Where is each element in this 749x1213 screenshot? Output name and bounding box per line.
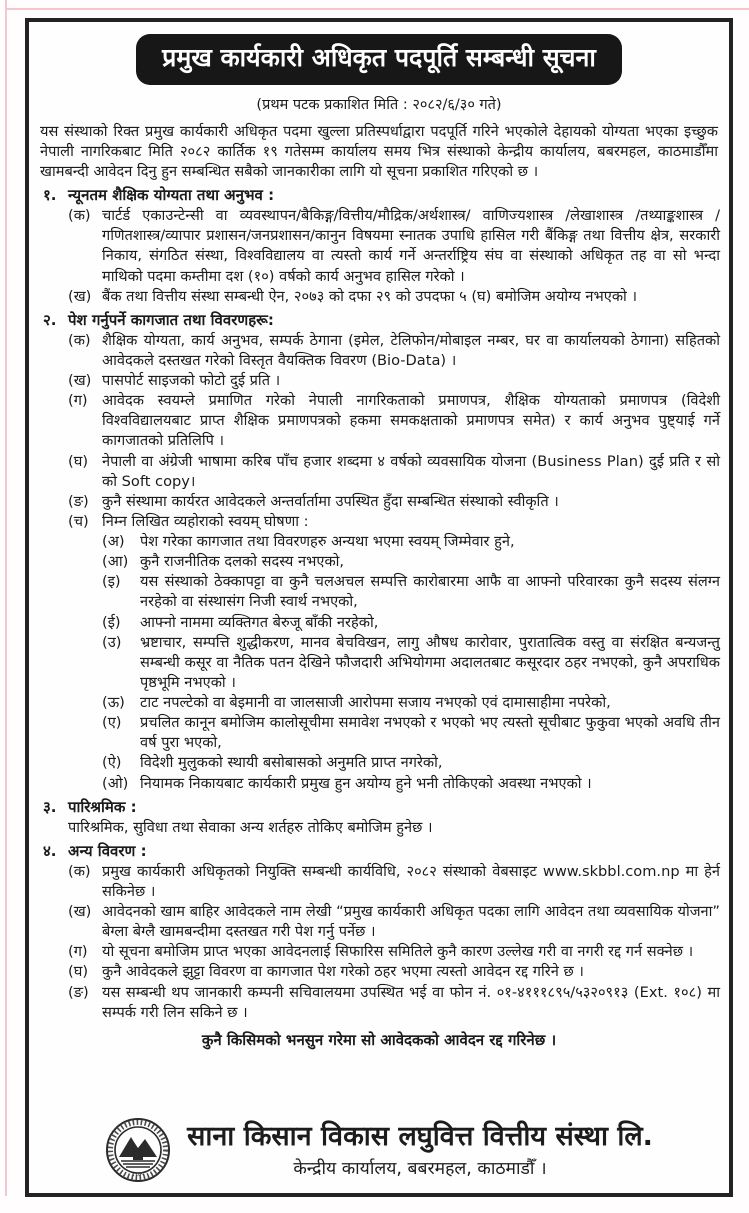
subitem-label: (इ): [102, 573, 121, 591]
list-item: [68, 371, 720, 391]
sections-container: [38, 185, 720, 1023]
section-heading: न्यूनतम शैक्षिक योग्यता तथा अनुभव :: [68, 186, 275, 205]
subitem-text: कुनै राजनीतिक दलको सदस्य नभएको,: [140, 553, 345, 571]
item-text: यस सम्बन्धी थप जानकारी कम्पनी सचिवालयमा उपस्थित भई वा फोन नं. ०१-४१११८९५/५३२०९१३ (Ext. १०८) मा सम्पर्क गरी लिन सकिने छ ।: [102, 983, 720, 1021]
section-heading-row: [38, 185, 720, 206]
item-label: (क): [68, 331, 91, 349]
sub-list-item: [102, 713, 720, 753]
footer: [43, 1117, 715, 1183]
section: [38, 841, 720, 1023]
section: [38, 797, 720, 838]
subitem-label: (ई): [102, 613, 121, 631]
item-label: (ख): [68, 372, 92, 389]
item-label: (ङ): [68, 492, 89, 510]
section-number: ३.: [43, 797, 57, 816]
subitem-text: आफ्नो नाममा व्यक्तिगत बेरुजू बाँकी नरहेको,: [140, 613, 379, 631]
section-heading: पारिश्रमिक :: [68, 797, 137, 816]
closing-warning: कुनै किसिमको भनसुन गरेमा सो आवेदकको आवेदन रद्द गरिनेछ ।: [201, 1030, 557, 1049]
org-identity: [187, 1120, 653, 1180]
sub-list-item: [102, 774, 720, 794]
item-label: (घ): [68, 963, 89, 981]
section: [38, 310, 720, 794]
item-label: (ख): [68, 287, 92, 305]
section-number: १.: [43, 186, 57, 205]
item-text: पासपोर्ट साइजको फोटो दुई प्रति ।: [102, 372, 281, 389]
publish-date-line: (प्रथम पटक प्रकाशित मिति : २०८२/६/३० गते): [256, 96, 502, 113]
item-text: आवेदक स्वयम्ले प्रमाणित गरेको नेपाली नागरिकताको प्रमाणपत्र, शैक्षिक योग्यताको प्रमाणपत्र (विदेशी विश्वविद्यालयबाट प्राप्त शैक्षिक प्रमाणपत्रको हकमा समकक्षताको प्रमाणपत्र समेत) र कार्य अनुभव पुष्ट्याई गर्ने कागजातको प्रतिलिपि ।: [102, 392, 720, 450]
list-item: [68, 492, 720, 512]
section-heading-row: [38, 797, 720, 818]
section-heading: अन्य विवरण :: [68, 841, 147, 860]
section-heading-row: [38, 841, 720, 862]
item-text: यो सूचना बमोजिम प्राप्त भएका आवेदनलाई सिफारिस समितिले कुनै कारण उल्लेख गरी वा नगरी रद्द गर्न सक्नेछ ।: [102, 943, 694, 961]
item-label: (ग): [68, 943, 88, 961]
org-address: केन्द्रीय कार्यालय, बबरमहल, काठमाडौँ ।: [293, 1158, 547, 1179]
list-item: [68, 287, 720, 307]
column-rule-horizontal: [5, 8, 749, 10]
sub-list-item: [102, 532, 720, 552]
subitem-text: भ्रष्टाचार, सम्पत्ति शुद्धीकरण, मानव बेचविखन, लागु औषध कारोवार, पुरातात्विक वस्तु वा संरक्षित बन्यजन्तु सम्बन्धी कसूर वा नैतिक पतन देखिने फौजदारी अभियोगमा अदालतबाट कसूरदार ठहर नभएको, कुनै अपराधिक पृष्ठभूमि नभएको ।: [140, 633, 720, 691]
subitem-text: विदेशी मुलुकको स्थायी बसोबासको अनुमति प्राप्त नगरेको,: [140, 754, 443, 772]
sub-list-item: [102, 613, 720, 633]
intro-paragraph: यस संस्थाको रिक्त प्रमुख कार्यकारी अधिकृत पदमा खुल्ला प्रतिस्पर्धाद्वारा पदपूर्ति गरिने भएकोले देहायको योग्यता भएका इच्छुक नेपाली नागरिकबाट मिति २०८२ कार्तिक १९ गतेसम्म कार्यालय समय भित्र संस्थाको केन्द्रीय कार्यालय, बबरमहल, काठमाडौँमा खामबन्दी आवेदन दिनु हुन सम्बन्धित सबैको जानकारीका लागि यो सूचना प्रकाशित गरिएको छ ।: [40, 122, 718, 180]
subitem-text: पेश गरेका कागजात तथा विवरणहरु अन्यथा भएमा स्वयम् जिम्मेवार हुने,: [140, 533, 515, 550]
subitem-text: यस संस्थाको ठेक्कापट्टा वा कुनै चलअचल सम्पत्ति कारोबारमा आफै वा आफ्नो परिवारका कुनै सदस्य संलग्न नरहेको वा संस्थासंग निजी स्वार्थ नभएको,: [140, 573, 720, 611]
item-label: (च): [68, 512, 89, 530]
item-text: निम्न लिखित व्यहोराको स्वयम् घोषणा :: [102, 512, 309, 530]
notice-title: प्रमुख कार्यकारी अधिकृत पदपूर्ति सम्बन्धी सूचना: [162, 43, 596, 72]
section-number: २.: [43, 310, 57, 329]
item-text: कुनै आवेदकले झुट्टा विवरण वा कागजात पेश गरेको ठहर भएमा त्यस्तो आवेदन रद्द गरिने छ ।: [102, 963, 584, 981]
list-item: [68, 331, 720, 371]
sub-list-item: [102, 572, 720, 612]
list-item: [68, 942, 720, 962]
sub-list-item: [102, 633, 720, 693]
item-text: नेपाली वा अंग्रेजी भाषामा करिब पाँच हजार शब्दमा ४ वर्षको व्यवसायिक योजना (Business Plan) दुई प्रति र सो को Soft copy।: [102, 452, 720, 490]
list-item: [68, 512, 720, 532]
section-heading: पेश गर्नुपर्ने कागजात तथा विवरणहरू:: [68, 310, 274, 329]
subitem-label: (आ): [102, 553, 129, 571]
subitem-label: (ओ): [102, 774, 129, 792]
vacancy-notice-box: [25, 18, 733, 1197]
sub-list-item: [102, 753, 720, 773]
list-item: [68, 902, 720, 942]
list-item: [68, 206, 720, 287]
list-item: [68, 391, 720, 451]
org-seal-logo-icon: [105, 1117, 171, 1183]
item-text: चार्टर्ड एकाउन्टेन्सी वा व्यवस्थापन/बैकिङ्ग/वित्तीय/मौद्रिक/अर्थशास्त्र/ वाणिज्यशास्त्र /लेखाशास्त्र /तथ्याङ्कशास्त्र /गणितशास्त्र/व्यापार प्रशासन/जनप्रशासन/कानुन विषयमा स्नातक उपाधि हासिल गरी बैंकिङ्ग तथा वित्तीय क्षेत्र, सरकारी निकाय, संगठित संस्था, विश्वविद्यालय वा त्यस्तो कार्य गर्ने अन्तर्राष्ट्रिय संघ वा संस्थाको अधिकृत तह वा सो भन्दा माथिको पदमा कम्तीमा दश (१०) वर्षको कार्य अनुभव हासिल गरेको ।: [102, 207, 720, 285]
item-label: (ग): [68, 392, 88, 410]
list-item: [68, 452, 720, 492]
item-text: आवेदनको खाम बाहिर आवेदकले नाम लेखी “प्रमुख कार्यकारी अधिकृत पदका लागि आवेदन तथा व्यवसायिक योजना” बेग्ला बेग्लै खामबन्दीमा दस्तखत गरी पेश गर्नु पर्नेछ ।: [102, 903, 720, 941]
sub-list-item: [102, 552, 720, 572]
section-body: पारिश्रमिक, सुविधा तथा सेवाका अन्य शर्तहरु तोकिए बमोजिम हुनेछ ।: [68, 818, 433, 836]
subitem-text: नियामक निकायबाट कार्यकारी प्रमुख हुन अयोग्य हुने भनी तोकिएको अवस्था नभएको ।: [140, 774, 592, 792]
column-rule-vertical: [5, 0, 7, 1196]
item-label: (घ): [68, 452, 89, 470]
section-number: ४.: [43, 841, 57, 860]
item-label: (ङ): [68, 983, 89, 1001]
subitem-label: (अ): [102, 533, 125, 550]
subitem-label: (ए): [102, 714, 122, 732]
item-text: कुनै संस्थामा कार्यरत आवेदकले अन्तर्वार्तामा उपस्थित हुँदा सम्बन्धित संस्थाको स्वीकृति ।: [102, 492, 559, 510]
subitem-text: टाट नपल्टेको वा बेइमानी वा जालसाजी आरोपमा सजाय नभएको एवं दामासाहीमा नपरेको,: [140, 694, 611, 711]
notice-title-banner: [136, 34, 622, 85]
item-text: शैक्षिक योग्यता, कार्य अनुभव, सम्पर्क ठेगाना (इमेल, टेलिफोन/मोबाइल नम्बर, घर वा कार्यालयको ठेगाना) सहितको आवेदकले दस्तखत गरेको विस्तृत वैयक्तिक विवरण (Bio-Data) ।: [102, 331, 720, 369]
sub-list-item: [102, 693, 720, 713]
list-item: [68, 862, 720, 902]
subitem-text: प्रचलित कानून बमोजिम कालोसूचीमा समावेश नभएको र भएको भए त्यस्तो सूचीबाट फुकुवा भएको अवधि तीन वर्ष पुरा भएको,: [140, 714, 720, 752]
list-item: [68, 983, 720, 1023]
item-label: (ख): [68, 903, 92, 920]
section-heading-row: [38, 310, 720, 331]
item-text: बैंक तथा वित्तीय संस्था सम्बन्धी ऐन, २०७३ को दफा २९ को उपदफा ५ (घ) बमोजिम अयोग्य नभएको ।: [102, 287, 637, 305]
subitem-label: (उ): [102, 633, 122, 651]
section: [38, 185, 720, 307]
subitem-label: (ऐ): [102, 754, 122, 772]
list-item: [68, 962, 720, 982]
svg-text:१९७५: १९७५: [131, 1171, 145, 1178]
subitem-label: (ऊ): [102, 694, 125, 711]
item-label: (क): [68, 207, 91, 225]
org-name: साना किसान विकास लघुवित्त वित्तीय संस्था लि.: [187, 1121, 653, 1153]
item-label: (क): [68, 862, 91, 880]
item-text: प्रमुख कार्यकारी अधिकृतको नियुक्ति सम्बन्धी कार्यविधि, २०८२ संस्थाको वेबसाइट www.skbbl.com.np मा हेर्न सकिनेछ ।: [102, 862, 720, 900]
